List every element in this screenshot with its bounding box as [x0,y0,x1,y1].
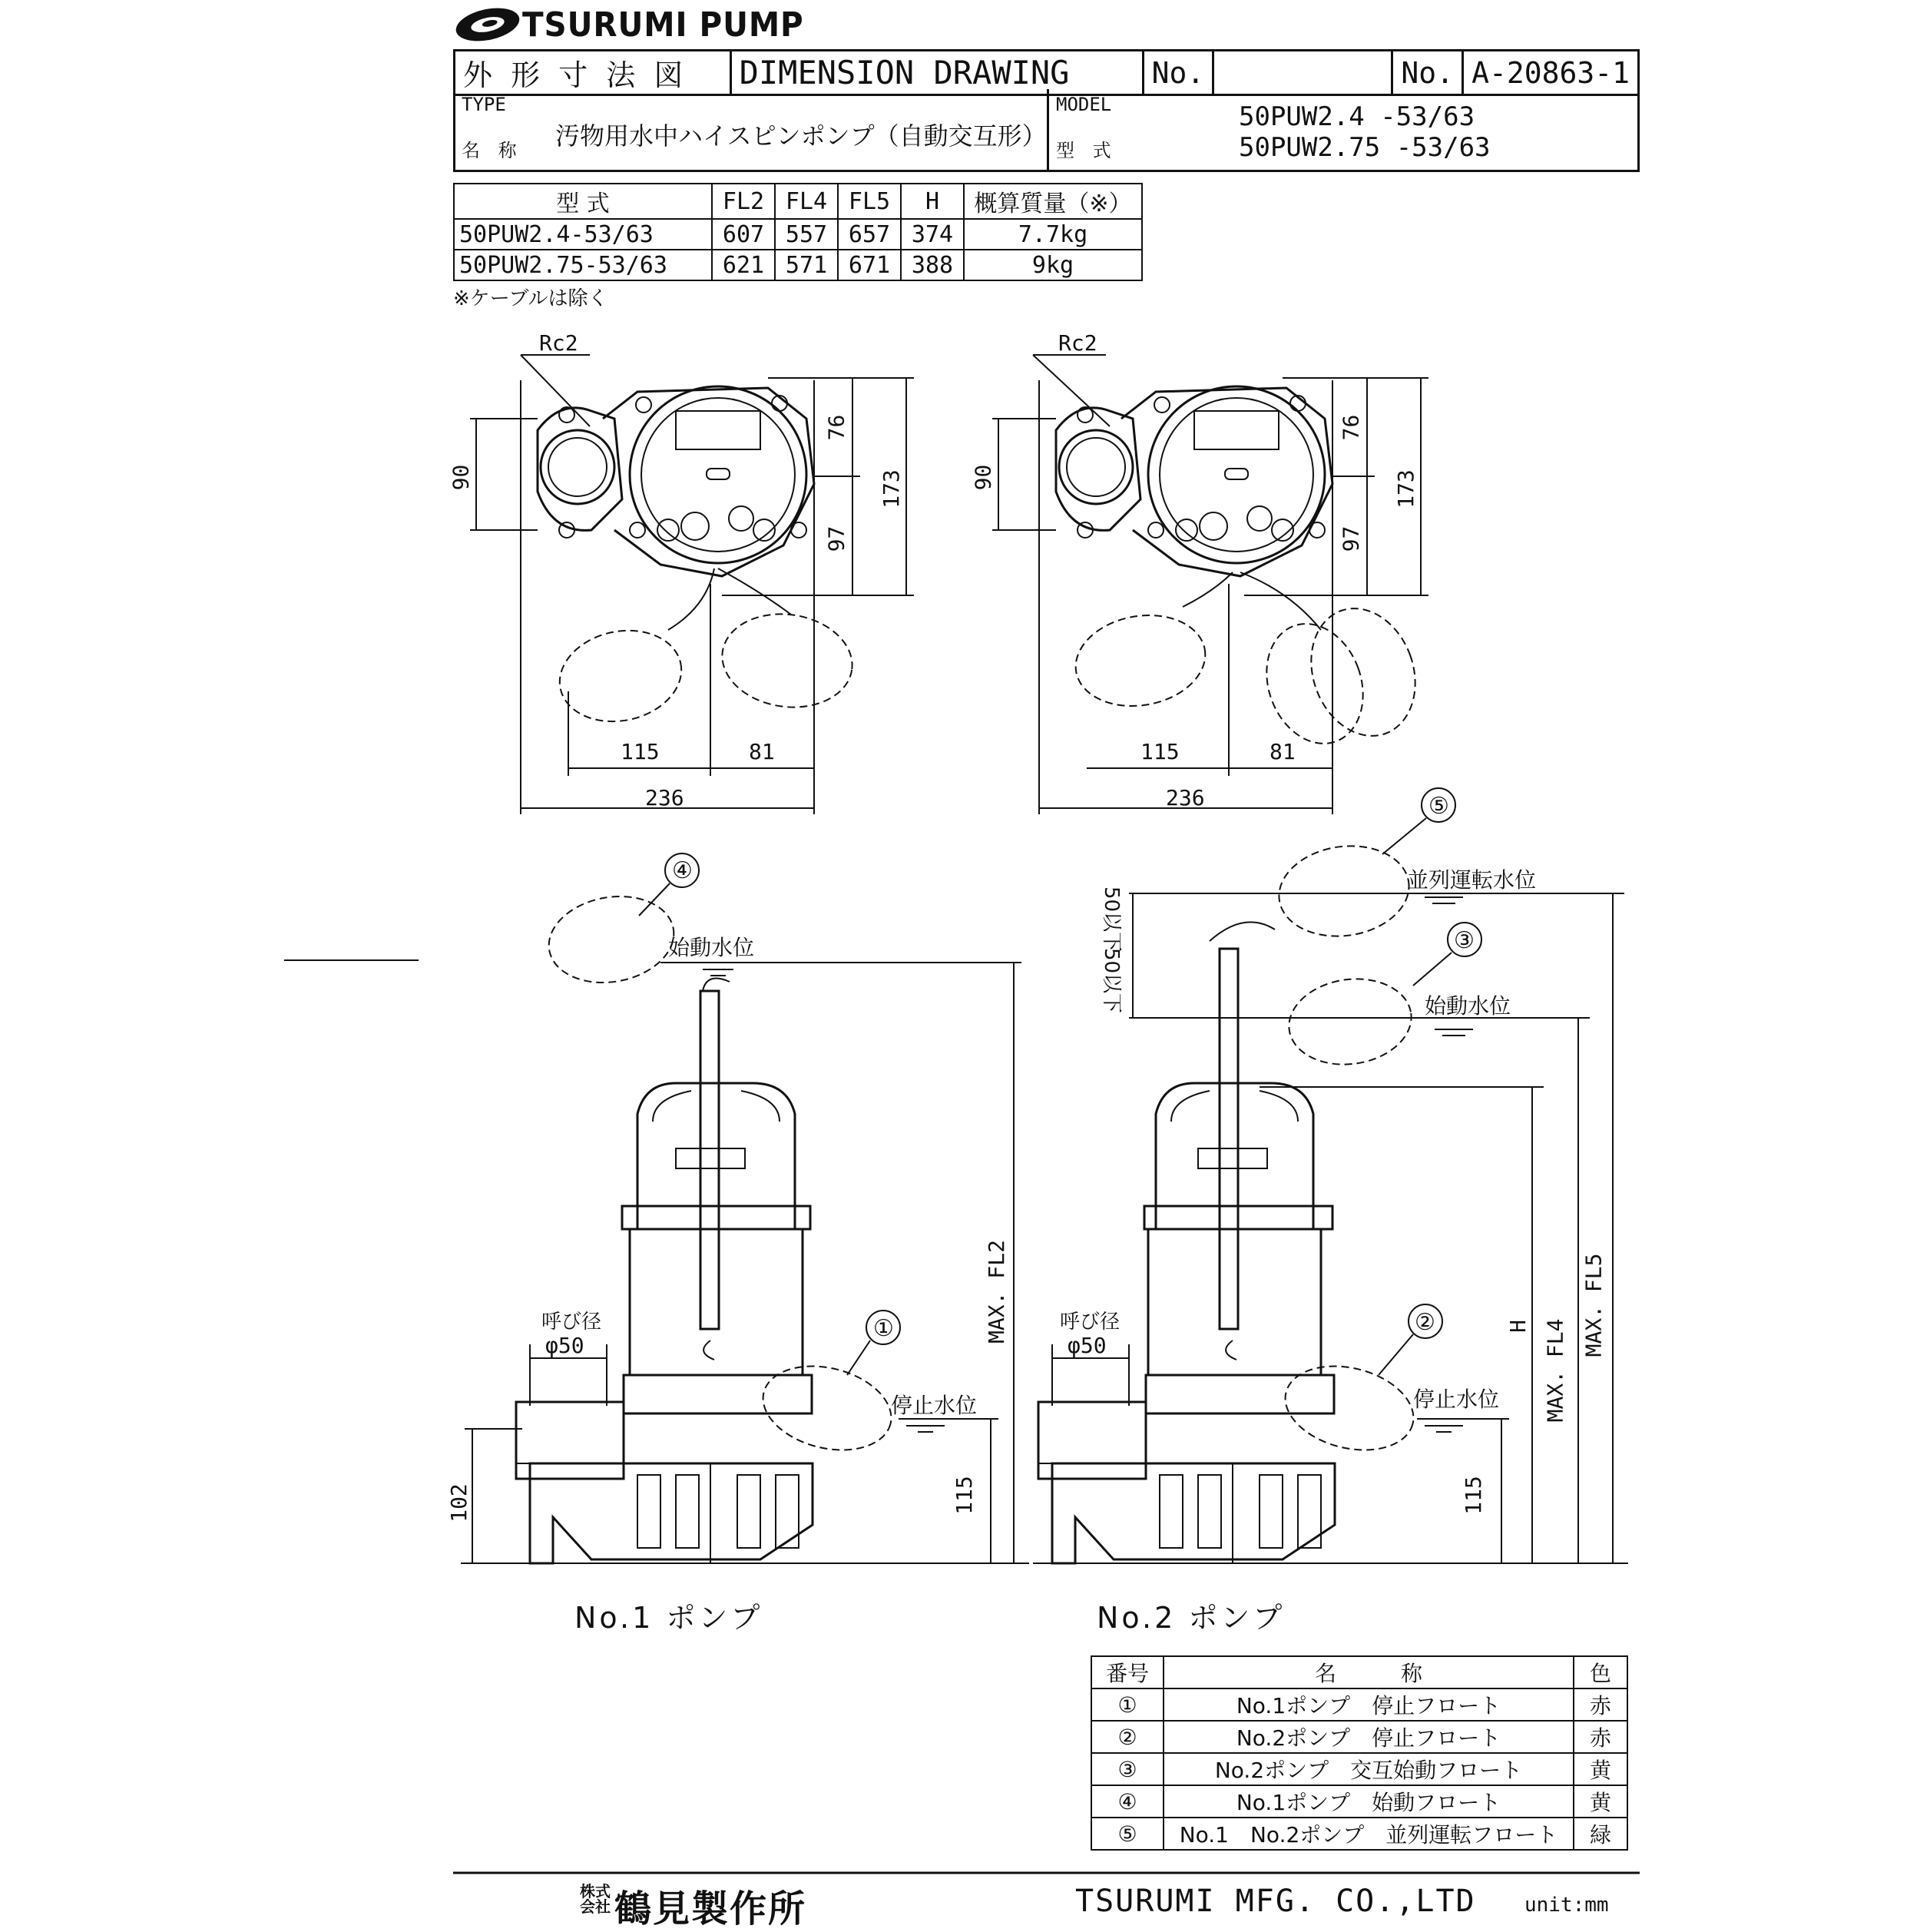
spec-cell: 7.7kg [964,219,1142,250]
dim-236-1: 236 [645,785,684,810]
dim-97-2: 97 [1338,525,1364,552]
spec-cell: 50PUW2.75-53/63 [454,250,712,280]
bore-value-2: φ50 [1068,1333,1107,1358]
dim-90-1: 90 [448,464,474,491]
stop-level-2: 停止水位 [1413,1387,1500,1412]
company-prefix: 株式 会社 [580,1882,611,1916]
drawing-title-jp: 外 形 寸 法 図 [455,51,731,95]
bore-label-2: 呼び径 [1060,1311,1121,1334]
parts-cell: ④ [1091,1785,1164,1818]
dim-81-1: 81 [749,739,775,764]
dim-115-side-1: 115 [951,1476,977,1515]
spec-header-fl5: FL5 [838,184,901,219]
company-name-jp: 鶴見製作所 [614,1887,807,1930]
max-fl2: MAX. FL2 [983,1240,1009,1344]
parts-cell: ③ [1091,1753,1164,1785]
spec-header-fl4: FL4 [775,184,838,219]
spec-note: ※ケーブルは除く [453,287,608,310]
dim-81-2: 81 [1270,739,1296,764]
parts-cell: 赤 [1574,1721,1627,1753]
spec-cell: 671 [838,250,901,280]
parts-cell: 赤 [1574,1688,1627,1721]
parts-cell: No.2ポンプ 停止フロート [1164,1721,1574,1753]
name-label: 名 称 [462,140,523,161]
dim-90-2: 90 [970,464,996,491]
parts-cell: 黄 [1574,1785,1627,1818]
stop-level-1: 停止水位 [891,1393,978,1418]
brand-name: TSURUMI PUMP [522,5,804,45]
callout-1: ① [873,1315,894,1342]
model-2: 50PUW2.75 -53/63 [1239,132,1491,163]
table-row [1091,1688,1627,1721]
dim-76-2: 76 [1338,414,1364,441]
spec-cell: 657 [838,219,901,250]
parts-header-color: 色 [1574,1656,1627,1688]
dim-50-2: 50以下 [1100,947,1124,1014]
max-fl4: MAX. FL4 [1542,1318,1568,1423]
spec-header-h: H [901,184,964,219]
top-view-2 [992,355,1432,814]
no-label-2: No. [1392,51,1463,95]
parts-table [1091,1655,1628,1851]
spec-cell: 9kg [964,250,1142,280]
type-label: TYPE [462,94,506,115]
start-level-1: 始動水位 [668,935,755,960]
h-label: H [1505,1320,1531,1333]
dim-115-side-2: 115 [1460,1476,1486,1515]
spec-cell: 50PUW2.4-53/63 [454,219,712,250]
callout-2: ② [1415,1309,1435,1336]
start-level-2: 始動水位 [1425,993,1511,1019]
drawing-title-en: DIMENSION DRAWING [730,51,1143,95]
callout-3: ③ [1454,927,1475,954]
dim-76-1: 76 [823,414,849,441]
spec-header-type: 型 式 [454,184,712,219]
parallel-level: 並列運転水位 [1407,867,1537,893]
callout-5: ⑤ [1428,793,1449,820]
spec-cell: 607 [712,219,775,250]
table-row [1091,1721,1627,1753]
model-jp-label: 型 式 [1056,140,1117,161]
parts-cell: 黄 [1574,1753,1627,1785]
spec-cell: 621 [712,250,775,280]
parts-cell: No.2ポンプ 交互始動フロート [1164,1753,1574,1785]
dim-115-2: 115 [1140,739,1180,764]
model-1: 50PUW2.4 -53/63 [1239,101,1475,132]
spec-header-mass: 概算質量（※） [964,184,1142,219]
dim-115-1: 115 [621,739,660,764]
caption-pump-1: No.1 ポンプ [574,1601,763,1635]
table-row [1091,1753,1627,1785]
no-label: No. [1143,51,1213,95]
parts-cell: No.1ポンプ 停止フロート [1164,1688,1574,1721]
callout-4: ④ [672,857,693,884]
dim-173-1: 173 [878,469,904,509]
model-label: MODEL [1056,94,1112,115]
dim-50-1: 50以下 [1100,886,1124,953]
parts-header-name: 名 称 [1164,1656,1574,1688]
dim-97-1: 97 [823,525,849,552]
bore-label-1: 呼び径 [541,1311,602,1334]
name-value: 汚物用水中ハイスピンポンプ（自動交互形） [555,121,1047,151]
spec-header-fl2: FL2 [712,184,775,219]
drawing-number: A-20863-1 [1463,51,1639,95]
rc-label-2: Rc2 [1058,330,1097,356]
parts-cell: No.1 No.2ポンプ 並列運転フロート [1164,1818,1574,1850]
parts-cell: ⑤ [1091,1818,1164,1850]
parts-header-no: 番号 [1091,1656,1164,1688]
dim-236-2: 236 [1166,785,1205,810]
spec-cell: 374 [901,219,964,250]
parts-cell: ② [1091,1721,1164,1753]
company-name-en: TSURUMI MFG. CO.,LTD [1075,1884,1476,1919]
dim-173-2: 173 [1392,469,1418,509]
parts-cell: ① [1091,1688,1164,1721]
spec-cell: 571 [775,250,838,280]
parts-cell: No.1ポンプ 始動フロート [1164,1785,1574,1818]
unit-label: unit:mm [1524,1894,1609,1917]
spec-cell: 557 [775,219,838,250]
rc-label-1: Rc2 [539,330,578,356]
spec-cell: 388 [901,250,964,280]
caption-pump-2: No.2 ポンプ [1097,1601,1286,1635]
bore-value-1: φ50 [545,1333,584,1358]
table-row [1091,1818,1627,1850]
max-fl5: MAX. FL5 [1581,1253,1607,1357]
parts-cell: 緑 [1574,1818,1627,1850]
table-row [1091,1785,1627,1818]
dim-102: 102 [445,1483,472,1523]
